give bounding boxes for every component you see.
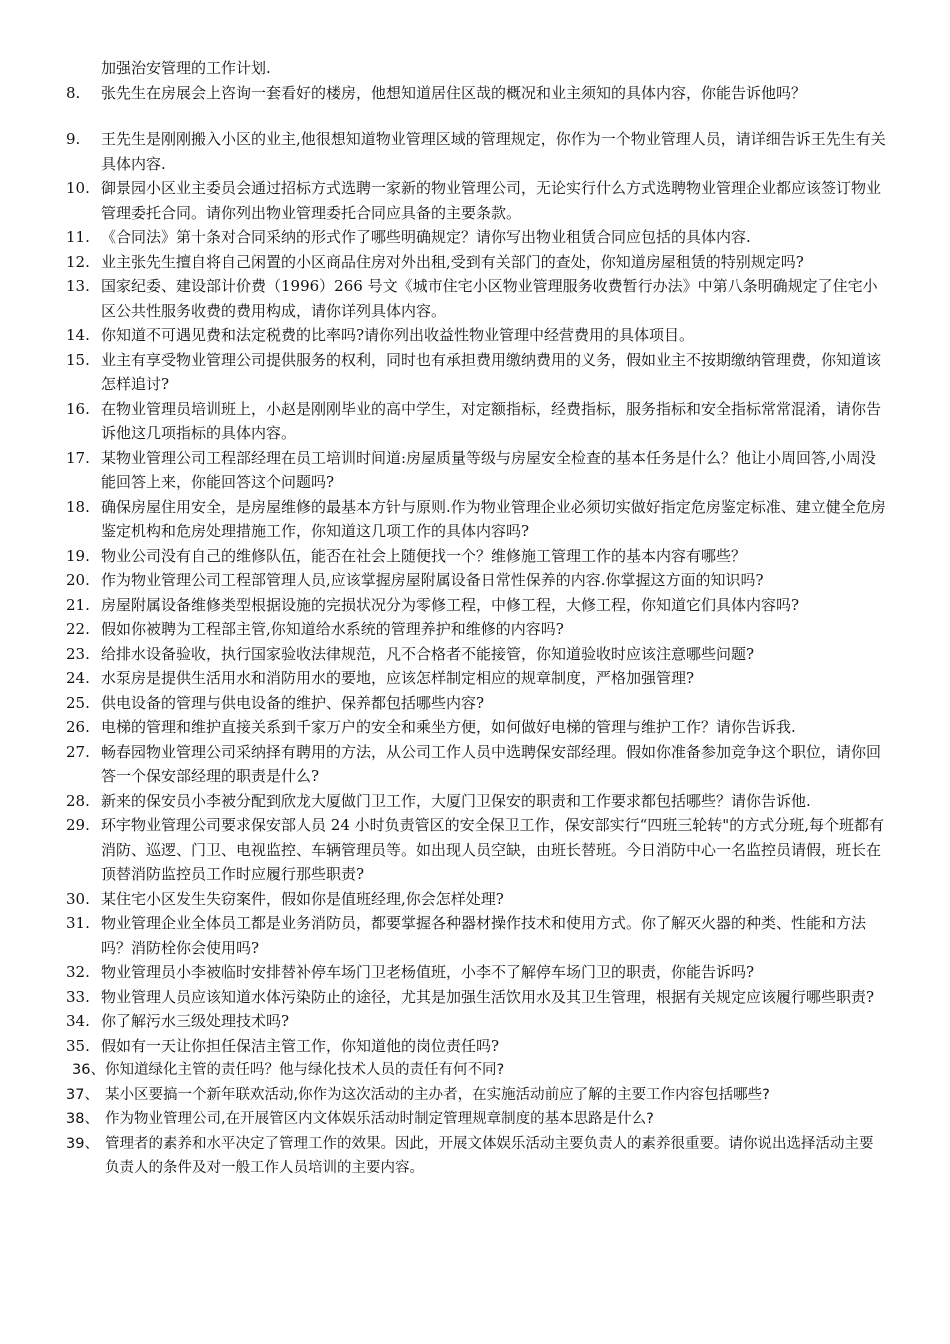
question-text: 某物业管理公司工程部经理在员工培训时间道:房屋质量等级与房屋安全检查的基本任务是什么？他让小周回答,小周没能回答上来，你能回答这个问题吗? xyxy=(101,448,876,491)
question-number: 21. xyxy=(66,595,90,614)
question-item xyxy=(66,985,886,1010)
question-text: 业主有享受物业管理公司提供服务的权利，同时也有承担费用缴纳费用的义务，假如业主不按期缴纳管理费，你知道该怎样追讨? xyxy=(101,350,882,393)
question-number: 12. xyxy=(66,252,90,271)
question-item xyxy=(66,397,886,446)
question-text: 电梯的管理和维护直接关系到千家万户的安全和乘坐方便，如何做好电梯的管理与维护工作？请你告诉我. xyxy=(101,718,796,736)
question-number: 38、 xyxy=(66,1111,99,1127)
continued-text: 加强治安管理的工作计划. xyxy=(101,59,271,77)
question-item xyxy=(66,250,886,275)
question-text: 物业管理人员应该知道水体污染防止的途径，尤其是加强生活饮用水及其卫生管理，根据有关规定应该履行哪些职责? xyxy=(101,987,875,1006)
question-text: 供电设备的管理与供电设备的维护、保养都包括哪些内容? xyxy=(101,693,485,712)
question-text: 物业公司没有自己的维修队伍，能否在社会上随便找一个？维修施工管理工作的基本内容有哪些？ xyxy=(101,546,747,565)
question-text: 物业管理企业全体员工都是业务消防员，都要掌握各种器材操作技术和使用方式。你了解灭火器的种类、性能和方法吗？消防栓你会使用吗? xyxy=(101,914,867,957)
question-number: 24. xyxy=(66,669,90,687)
question-number: 18. xyxy=(66,497,90,516)
question-item xyxy=(66,1034,886,1059)
question-text: 畅春园物业管理公司采纳择有聘用的方法，从公司工作人员中选聘保安部经理。假如你准备参加竞争这个职位，请你回答一个保安部经理的职责是什么? xyxy=(101,742,882,785)
question-item xyxy=(66,1132,886,1181)
question-text: 作为物业管理公司,在开展管区内文体娱乐活动时制定管理规章制度的基本思路是什么? xyxy=(105,1111,654,1127)
question-text: 在物业管理员培训班上，小赵是刚刚毕业的高中学生，对定额指标，经费指标，服务指标和安全指标常常混淆，请你告诉他这几项指标的具体内容。 xyxy=(101,399,882,442)
question-number: 10. xyxy=(66,179,90,197)
question-item xyxy=(66,715,886,740)
question-item xyxy=(66,960,886,985)
question-text: 环宇物业管理公司要求保安部人员 24 小时负责管区的安全保卫工作，保安部实行“四班三轮转"的方式分班,每个班都有消防、巡逻、门卫、电视监控、车辆管理员等。如出现人员空缺，由班长替班。今日消防中心一名监控员请假，班长在顶替消防监控员工作时应履行那些职责? xyxy=(101,816,884,883)
question-item xyxy=(66,1107,886,1132)
question-text: 假如你被聘为工程部主管,你知道给水系统的管理养护和维修的内容吗? xyxy=(101,620,564,638)
question-number: 19. xyxy=(66,546,90,565)
question-item xyxy=(66,323,886,348)
question-number: 34. xyxy=(66,1012,90,1030)
question-text: 物业管理员小李被临时安排替补停车场门卫老杨值班，小李不了解停车场门卫的职责，你能告诉吗? xyxy=(101,963,755,981)
question-text: 水泵房是提供生活用水和消防用水的要地，应该怎样制定相应的规章制度，严格加强管理? xyxy=(101,669,695,687)
question-item xyxy=(66,495,886,544)
question-list xyxy=(66,56,886,1181)
question-text: 你知道不可遇见费和法定税费的比率吗?请你列出收益性物业管理中经营费用的具体项目。 xyxy=(101,326,695,344)
question-text: 《合同法》第十条对合同采纳的形式作了哪些明确规定？请你写出物业租赁合同应包括的具体内容. xyxy=(101,228,751,246)
question-item xyxy=(66,1083,886,1108)
question-text: 确保房屋住用安全，是房屋维修的最基本方针与原则.作为物业管理企业必须切实做好指定危房鉴定标准、建立健全危房鉴定机构和危房处理措施工作，你知道这几项工作的具体内容吗? xyxy=(101,497,886,540)
question-text: 作为物业管理公司工程部管理人员,应该掌握房屋附属设备日常性保养的内容.你掌握这方面的知识吗? xyxy=(101,571,764,589)
question-number: 13. xyxy=(66,277,90,295)
question-text: 国家纪委、建设部计价费（1996）266 号文《城市住宅小区物业管理服务收费暂行办法》中第八条明确规定了住宅小区公共性服务收费的费用构成，请你详列具体内容。 xyxy=(101,277,878,320)
question-item xyxy=(66,691,886,716)
question-number: 25. xyxy=(66,693,90,712)
question-text: 御景园小区业主委员会通过招标方式选聘一家新的物业管理公司，无论实行什么方式选聘物业管理企业都应该签订物业管理委托合同。请你列出物业管理委托合同应具备的主要条款。 xyxy=(101,179,882,222)
question-number: 17. xyxy=(66,448,90,467)
question-number: 30. xyxy=(66,889,90,908)
question-item xyxy=(66,911,886,960)
question-number: 37、 xyxy=(66,1086,99,1103)
question-text: 你了解污水三级处理技术吗? xyxy=(101,1012,290,1030)
question-item xyxy=(66,176,886,225)
question-item xyxy=(66,593,886,618)
question-number: 9. xyxy=(66,130,81,148)
question-item xyxy=(66,274,886,323)
question-text: 给排水设备验收，执行国家验收法律规范，凡不合格者不能接管，你知道验收时应该注意哪些问题? xyxy=(101,644,755,663)
question-number: 39、 xyxy=(66,1135,99,1152)
question-number: 28. xyxy=(66,791,90,810)
question-item xyxy=(66,666,886,691)
question-item xyxy=(66,1058,886,1083)
question-text: 你知道绿化主管的责任吗？他与绿化技术人员的责任有何不同? xyxy=(105,1062,505,1078)
question-text: 某小区要搞一个新年联欢活动,你作为这次活动的主办者，在实施活动前应了解的主要工作内容包括哪些? xyxy=(105,1086,770,1103)
question-item xyxy=(66,81,886,106)
question-number: 11. xyxy=(66,228,90,246)
question-number: 15. xyxy=(66,350,90,369)
question-number: 32. xyxy=(66,963,90,981)
question-item xyxy=(66,127,886,176)
question-item xyxy=(66,789,886,814)
question-number: 16. xyxy=(66,399,90,418)
question-item xyxy=(66,813,886,887)
question-item xyxy=(66,740,886,789)
question-item xyxy=(66,568,886,593)
question-item xyxy=(66,446,886,495)
question-text: 某住宅小区发生失窃案件，假如你是值班经理,你会怎样处理? xyxy=(101,889,504,908)
question-item xyxy=(66,544,886,569)
question-text: 张先生在房展会上咨询一套看好的楼房，他想知道居住区哉的概况和业主须知的具体内容，你能告诉他吗？ xyxy=(101,83,807,102)
question-item xyxy=(66,617,886,642)
question-text: 王先生是刚刚搬入小区的业主,他很想知道物业管理区域的管理规定，你作为一个物业管理人员，请详细告诉王先生有关具体内容. xyxy=(101,130,886,173)
question-number: 20. xyxy=(66,571,90,589)
question-number: 36、 xyxy=(72,1062,105,1078)
question-number: 27. xyxy=(66,742,90,761)
blank-line xyxy=(66,105,886,127)
question-text: 房屋附属设备维修类型根据设施的完损状况分为零修工程，中修工程，大修工程，你知道它们具体内容吗? xyxy=(101,595,800,614)
question-number: 23. xyxy=(66,644,90,663)
question-text: 管理者的素养和水平决定了管理工作的效果。因此，开展文体娱乐活动主要负责人的素养很重要。请你说出选择活动主要负责人的条件及对一般工作人员培训的主要内容。 xyxy=(105,1135,874,1176)
question-number: 35. xyxy=(66,1036,90,1055)
question-text: 假如有一天让你担任保洁主管工作，你知道他的岗位责任吗? xyxy=(101,1036,500,1055)
question-number: 31. xyxy=(66,914,90,932)
question-item xyxy=(66,348,886,397)
question-text: 业主张先生擅自将自己闲置的小区商品住房对外出租,受到有关部门的查处，你知道房屋租赁的特别规定吗? xyxy=(101,252,804,271)
question-number: 33. xyxy=(66,987,90,1006)
question-number: 8. xyxy=(66,83,81,102)
question-number: 14. xyxy=(66,326,90,344)
question-number: 29. xyxy=(66,816,90,834)
question-text: 新来的保安员小李被分配到欣龙大厦做门卫工作，大厦门卫保安的职责和工作要求都包括哪些？请你告诉他. xyxy=(101,791,811,810)
question-number: 22. xyxy=(66,620,90,638)
question-item xyxy=(66,887,886,912)
question-item xyxy=(66,225,886,250)
question-item xyxy=(66,1009,886,1034)
question-item xyxy=(66,642,886,667)
question-number: 26. xyxy=(66,718,90,736)
